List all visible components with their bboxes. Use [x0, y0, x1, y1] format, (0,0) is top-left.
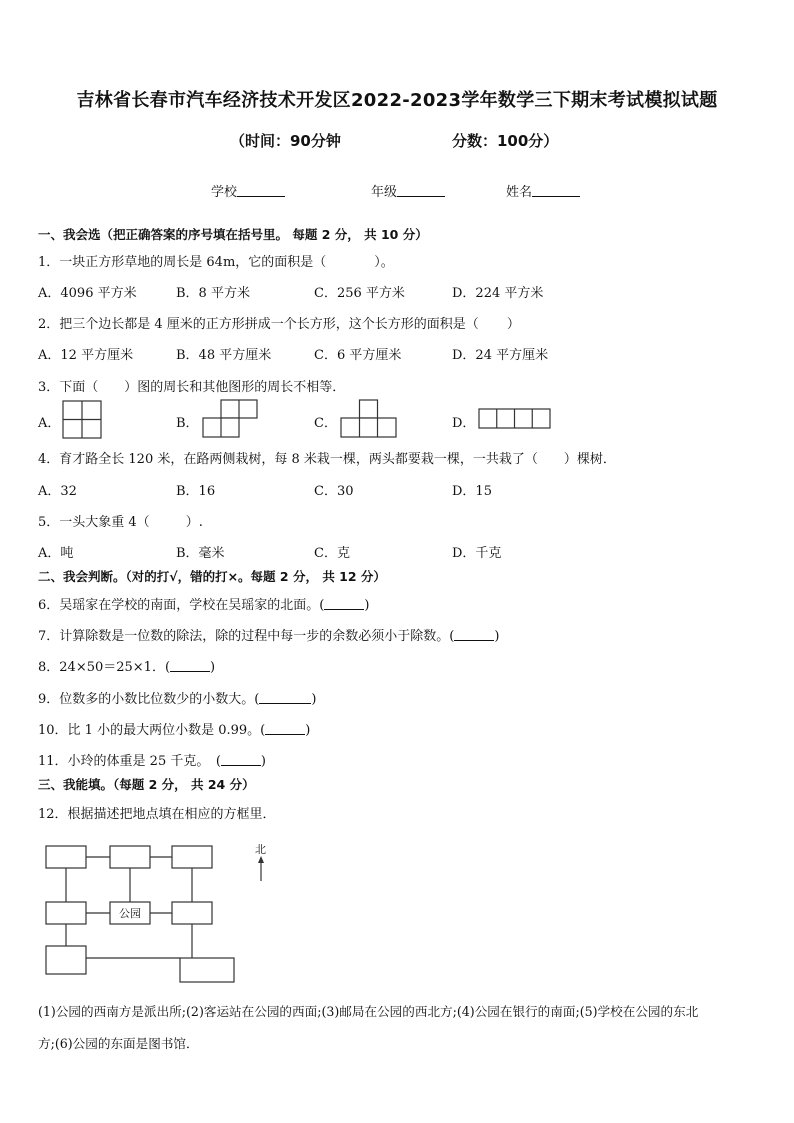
answer-blank[interactable]: [265, 722, 305, 735]
option[interactable]: B．8 平方米: [176, 286, 250, 301]
question-5: 5．一头大象重 4（ ）.: [38, 515, 203, 530]
figure-d-1x4-row: [478, 408, 552, 430]
option[interactable]: B．48 平方厘米: [176, 348, 272, 363]
option[interactable]: C．256 平方米: [314, 286, 405, 301]
location-map-diagram: [40, 838, 280, 988]
blank-box-middle-left[interactable]: [46, 902, 86, 924]
blank-box-top-right[interactable]: [172, 846, 212, 868]
name-label: 姓名: [506, 185, 533, 200]
option[interactable]: C．: [314, 416, 337, 431]
option[interactable]: C．6 平方厘米: [314, 348, 402, 363]
page-title: 吉林省长春市汽车经济技术开发区2022-2023学年数学三下期末考试模拟试题: [76, 90, 718, 111]
question-9: 9．位数多的小数比位数少的小数大。( ): [38, 692, 317, 707]
option[interactable]: C．克: [314, 546, 350, 561]
option[interactable]: D．15: [452, 484, 492, 499]
option[interactable]: A．4096 平方米: [38, 286, 137, 301]
section-heading: 三、我能填。（每题 2 分， 共 24 分）: [38, 777, 255, 792]
name-blank[interactable]: [532, 184, 580, 197]
option[interactable]: A．32: [38, 484, 77, 499]
grade-field[interactable]: [371, 181, 445, 200]
north-label: 北: [255, 843, 266, 856]
question-2: 2．把三个边长都是 4 厘米的正方形拼成一个长方形，这个长方形的面积是（ ）: [38, 317, 520, 332]
name-field[interactable]: [506, 181, 580, 200]
question-3: 3．下面（ ）图的周长和其他图形的周长不相等．: [38, 380, 346, 395]
option[interactable]: A．12 平方厘米: [38, 348, 134, 363]
question-7: 7．计算除数是一位数的除法，除的过程中每一步的余数必须小于除数。( ): [38, 629, 500, 644]
blank-box-top-left[interactable]: [46, 846, 86, 868]
exam-score: 分数：100分）: [452, 132, 559, 150]
blank-box-middle-right[interactable]: [172, 902, 212, 924]
school-blank[interactable]: [237, 184, 285, 197]
option[interactable]: D．224 平方米: [452, 286, 544, 301]
question-1: 1．一块正方形草地的周长是 64m，它的面积是（ ）。: [38, 255, 394, 270]
blank-box-bottom-right[interactable]: [180, 958, 234, 982]
grade-label: 年级: [371, 185, 398, 200]
option[interactable]: A．: [38, 416, 61, 431]
figure-a-2x2-grid: [62, 400, 104, 440]
park-label: 公园: [119, 907, 141, 920]
answer-blank[interactable]: [221, 753, 261, 766]
option[interactable]: B．16: [176, 484, 216, 499]
question-10: 10．比 1 小的最大两位小数是 0.99。( ): [38, 723, 311, 738]
figure-b-stepped: [202, 399, 260, 439]
option[interactable]: D．24 平方厘米: [452, 348, 549, 363]
school-field[interactable]: [211, 181, 285, 200]
option[interactable]: B．: [176, 416, 199, 431]
north-arrow-icon: [255, 856, 267, 882]
q12-description-line2: 方;(6)公园的东面是图书馆．: [38, 1036, 199, 1051]
question-8: 8．24×50＝25×1．( ): [38, 660, 216, 675]
section-heading: 二、我会判断。（对的打√，错的打×。每题 2 分， 共 12 分）: [38, 569, 386, 584]
option[interactable]: D．: [452, 416, 476, 431]
grade-blank[interactable]: [397, 184, 445, 197]
section-heading: 一、我会选（把正确答案的序号填在括号里。 每题 2 分， 共 10 分）: [38, 227, 428, 242]
question-4: 4．育才路全长 120 米，在路两侧栽树，每 8 米栽一棵，两头都要栽一棵，一共栽了（ ）棵树．: [38, 452, 616, 467]
question-11: 11．小玲的体重是 25 千克。 ( ): [38, 754, 266, 769]
option[interactable]: D．千克: [452, 546, 502, 561]
question-12: 12．根据描述把地点填在相应的方框里．: [38, 807, 276, 822]
option[interactable]: A．吨: [38, 546, 74, 561]
answer-blank[interactable]: [324, 597, 364, 610]
answer-blank[interactable]: [454, 628, 494, 641]
option[interactable]: C．30: [314, 484, 354, 499]
school-label: 学校: [211, 185, 238, 200]
q12-description-line1: (1)公园的西南方是派出所;(2)客运站在公园的西面;(3)邮局在公园的西北方;(4)公园在银行的南面;(5)学校在公园的东北: [38, 1004, 699, 1019]
question-6: 6．吴瑶家在学校的南面，学校在吴瑶家的北面。( ): [38, 598, 370, 613]
blank-box-bottom-left[interactable]: [46, 946, 86, 974]
blank-box-top-center[interactable]: [110, 846, 150, 868]
figure-c-t-shape: [340, 399, 400, 439]
exam-time: （时间：90分钟: [230, 132, 341, 150]
answer-blank[interactable]: [259, 691, 311, 704]
option[interactable]: B．毫米: [176, 546, 225, 561]
answer-blank[interactable]: [170, 659, 210, 672]
